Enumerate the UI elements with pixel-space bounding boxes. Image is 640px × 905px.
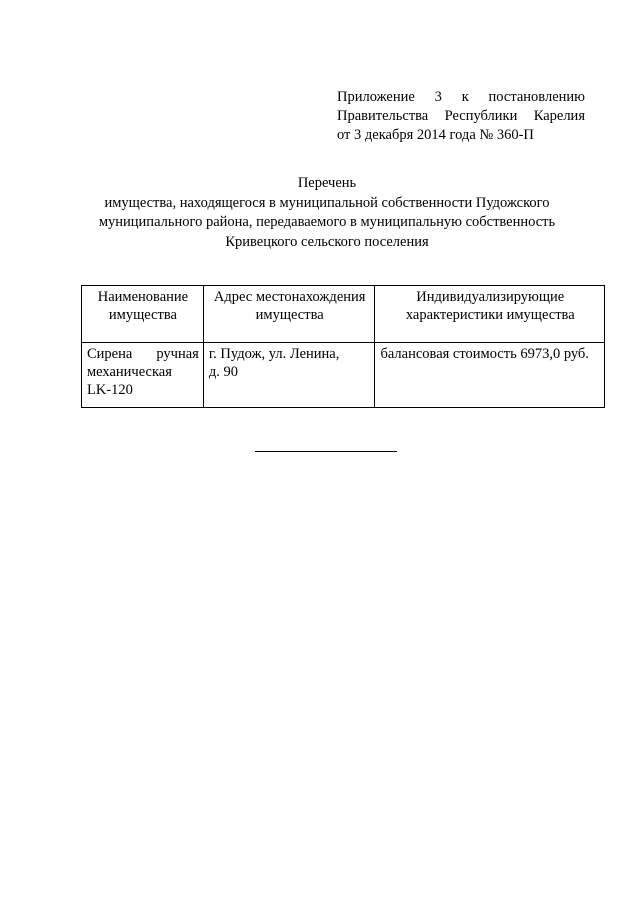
header-name: Наименование имущества xyxy=(82,286,204,343)
cell-address xyxy=(203,343,375,408)
table-header-row xyxy=(82,286,605,343)
title-line-2: муниципального района, передаваемого в муниципальную собственность xyxy=(98,214,556,230)
cell-name-line-2: механическая xyxy=(87,364,172,380)
cell-characteristics: балансовая стоимость 6973,0 руб. xyxy=(375,343,605,408)
appendix-line-3: от 3 декабря 2014 года № 360-П xyxy=(337,127,534,143)
property-table xyxy=(81,285,605,408)
header-characteristics: Индивидуализирующие характеристики имущества xyxy=(375,286,605,343)
appendix-line-1: Приложение 3 к постановлению xyxy=(337,89,585,105)
cell-name-line-3: LK-120 xyxy=(87,382,133,398)
cell-address-line-2: д. 90 xyxy=(208,364,238,380)
cell-name-line-1: Сирена ручная xyxy=(87,346,199,362)
end-separator-line xyxy=(255,451,397,452)
appendix-line-2: Правительства Республики Карелия xyxy=(337,108,585,124)
cell-address-line-1: г. Пудож, ул. Ленина, xyxy=(208,346,340,362)
appendix-reference xyxy=(337,88,585,145)
title-line-3: Кривецкого сельского поселения xyxy=(225,233,429,250)
cell-name xyxy=(82,343,204,408)
table-row xyxy=(82,343,605,408)
header-address: Адрес местонахождения имущества xyxy=(203,286,375,343)
document-title xyxy=(60,174,594,252)
title-line-1: имущества, находящегося в муниципальной собственности Пудожского xyxy=(104,194,550,211)
title-heading: Перечень xyxy=(297,175,357,191)
